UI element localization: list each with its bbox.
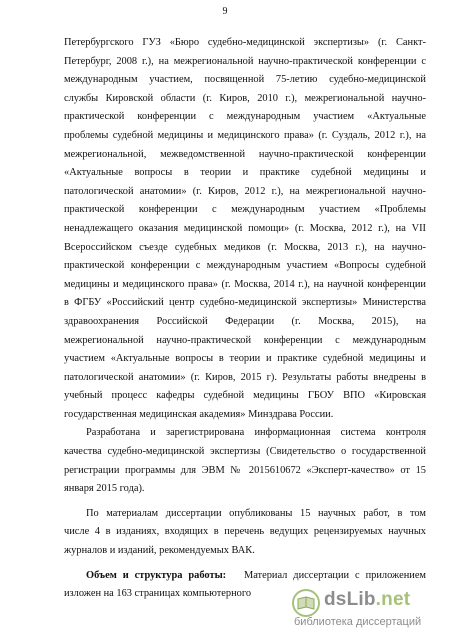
text-line (64, 567, 426, 586)
text-line: регистрации программы для ЭВМ № 2015610672 «Эксперт-качество» от 15 (64, 464, 426, 476)
text-line: международным участием, посвященной 75-летию судебно-медицинской (64, 74, 426, 86)
text-line: Петербургского ГУЗ «Бюро судебно-медицинской экспертизы» (г. Санкт- (64, 37, 426, 48)
brand-main: dsLib (324, 589, 376, 610)
dslib-watermark (292, 589, 442, 631)
text-line: государственная медицинская академия» Минздрава России. (64, 408, 334, 420)
text-line: ненадлежащего оказания медицинской помощи» (г. Москва, 2012 г.), на VII (64, 222, 426, 234)
text-line: изложен на 163 страницах компьютерного (64, 588, 252, 600)
text-line: в ФГБУ «Российский центр судебно-медицинской экспертизы» Министерства (64, 297, 426, 309)
text-line: числе 4 в изданиях, входящих в перечень ведущих рецензируемых научных (64, 526, 426, 538)
section-lead: Объем и структура работы: (86, 569, 227, 581)
watermark-tagline: библиотека диссертаций (294, 616, 422, 628)
text-line: Разработана и зарегистрирована информационная система контроля (86, 427, 426, 439)
text-line: качества судебно-медицинской экспертизы (Свидетельство о государственной (64, 446, 426, 458)
text-line: Петербург, 2008 г.), на межрегиональной научно-практической конференции с (64, 55, 426, 67)
page-number: 9 (222, 6, 228, 17)
text-line: межрегиональной научно-практической конференции с международным (64, 334, 426, 346)
text-line: По материалам диссертации опубликованы 15 научных работ, в том (86, 507, 426, 519)
watermark-brand (324, 589, 410, 611)
text-line: Всероссийском съезде судебных медиков (г. Москва, 2013 г.), на научно- (64, 241, 426, 253)
document-body (64, 34, 426, 604)
text-line: журналов и изданий, рекомендуемых ВАК. (64, 545, 255, 557)
text-line: участием «Актуальные вопросы в теории и практике судебной медицины и (64, 353, 426, 365)
text-line: здравоохранения Российской Федерации (г. Москва, 2015), на (64, 315, 426, 327)
text-line: патологической анатомии» (г. Киров, 2015 г). Результаты работы внедрены в (64, 371, 426, 383)
text-line: практической конференции с международным участием «Вопросы судебной (64, 260, 426, 272)
text-line: службы Кировской области (г. Киров, 2010 г.), межрегиональной научно- (64, 92, 426, 104)
text-line: практической конференции с международным участием «Актуальные (64, 111, 426, 123)
text-line: «Актуальные вопросы в теории и практике судебной медицины и (64, 167, 426, 179)
book-logo-icon (292, 589, 320, 617)
text-line: января 2015 года). (64, 483, 145, 495)
text-line: межрегиональной, межведомственной научно-практической конференции (64, 148, 426, 160)
text-line: медицины и медицинского права» (г. Москва, 2014 г.), на научной конференции (64, 278, 426, 290)
brand-tld: .net (375, 589, 411, 610)
text-line: практической конференции с международным участием «Проблемы (64, 204, 426, 216)
text-line: патологической анатомии» (г. Киров, 2012 г.), на межрегиональной научно- (64, 185, 426, 197)
text-line: проблемы судебной медицины и медицинского права» (г. Суздаль, 2012 г.), на (64, 129, 426, 141)
section-lead-rest: Материал диссертации с приложением (243, 569, 426, 581)
text-line: учебный процесс кафедры судебной медицины ГБОУ ВПО «Кировская (64, 390, 426, 402)
